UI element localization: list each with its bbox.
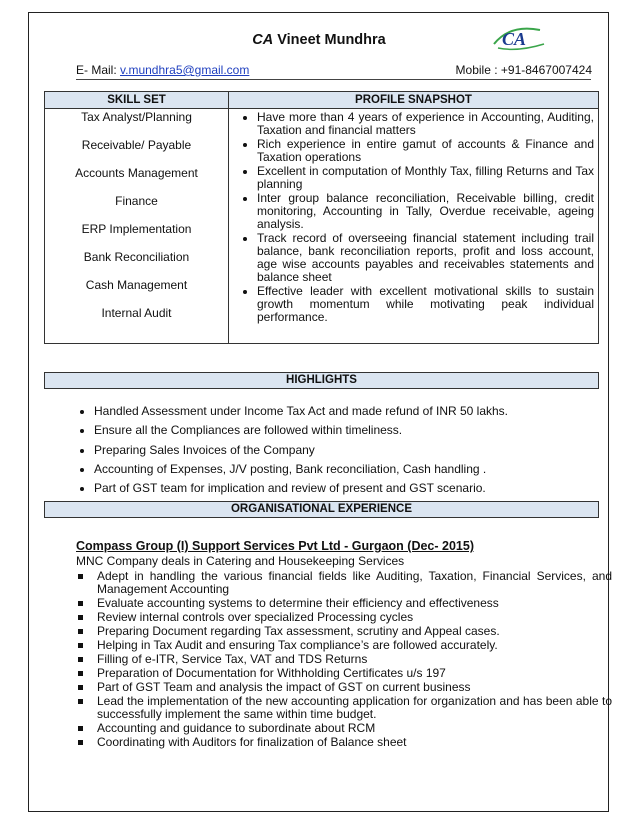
highlights-header: HIGHLIGHTS <box>44 372 599 389</box>
highlight-item: • Part of GST team for implication and review of present and GST scenario. <box>94 481 604 495</box>
profile-item: • Rich experience in entire gamut of accounts & Finance and Taxation operations <box>257 138 594 164</box>
mobile-label: Mobile : <box>455 63 498 77</box>
contact-divider <box>76 79 591 80</box>
highlight-item: • Accounting of Expenses, J/V posting, Bank reconciliation, Cash handling . <box>94 462 604 476</box>
profile-item: • Have more than 4 years of experience in Accounting, Auditing, Taxation and financial matters <box>257 111 594 137</box>
contact-line <box>76 63 592 77</box>
skills-profile-table <box>44 91 599 344</box>
mobile-group <box>456 63 592 77</box>
skill-list <box>45 109 229 344</box>
profile-item: • Inter group balance reconciliation, Receivable billing, credit monitoring, Accounting in Tally, Overdue receivable, ageing analysis. <box>257 192 594 231</box>
skill-set-header: SKILL SET <box>45 92 229 109</box>
skill-item: Internal Audit <box>101 306 172 320</box>
experience-item: Evaluate accounting systems to determine their efficiency and effectiveness <box>97 597 612 610</box>
skill-item: Tax Analyst/Planning <box>81 110 192 124</box>
highlight-item: • Preparing Sales Invoices of the Company <box>94 443 604 457</box>
experience-item: Adept in handling the various financial fields like Auditing, Taxation, Financial Services, and Management Accounting <box>97 569 612 596</box>
experience-item: Part of GST Team and analysis the impact of GST on current business <box>97 681 612 694</box>
experience-list <box>76 570 612 750</box>
experience-item: Lead the implementation of the new accounting application for organization and has been able to successfully implement the same within time budget. <box>97 694 612 721</box>
profile-item: • Effective leader with excellent motivational skills to sustain growth momentum while motivating peak individual performance. <box>257 285 594 324</box>
experience-item: Filling of e-ITR, Service Tax, VAT and TDS Returns <box>97 653 612 666</box>
skill-item: Accounts Management <box>75 166 198 180</box>
logo-text: CA <box>502 29 527 49</box>
experience-item: Preparation of Documentation for Withholding Certificates u/s 197 <box>97 667 612 680</box>
profile-item: • Track record of overseeing financial statement including trail balance, bank reconciliation reports, profit and loss account, age wise accounts payables and receivables statements and balance sheet <box>257 232 594 284</box>
ca-logo-icon <box>490 22 548 54</box>
profile-item: • Excellent in computation of Monthly Tax, filling Returns and Tax planning <box>257 165 594 191</box>
name-text: Vineet Mundhra <box>277 32 386 48</box>
highlight-item: • Ensure all the Compliances are followed within timeliness. <box>94 423 604 437</box>
mobile-number: +91-8467007424 <box>500 63 592 77</box>
email-group <box>76 63 249 77</box>
company-description: MNC Company deals in Catering and Housekeeping Services <box>76 554 405 568</box>
skill-item: ERP Implementation <box>81 222 192 236</box>
experience-item: Helping in Tax Audit and ensuring Tax compliance’s are followed accurately. <box>97 639 612 652</box>
skill-item: Bank Reconciliation <box>83 250 190 264</box>
experience-item: Review internal controls over specialized Processing cycles <box>97 611 612 624</box>
skill-item: Cash Management <box>85 278 188 292</box>
experience-item: Preparing Document regarding Tax assessment, scrutiny and Appeal cases. <box>97 625 612 638</box>
highlight-item: • Handled Assessment under Income Tax Act and made refund of INR 50 lakhs. <box>94 404 604 418</box>
email-link[interactable]: v.mundhra5@gmail.com <box>120 63 250 77</box>
company-title: Compass Group (I) Support Services Pvt Ltd - Gurgaon (Dec- 2015) <box>76 539 474 553</box>
experience-item: Coordinating with Auditors for finalization of Balance sheet <box>97 736 612 749</box>
profile-list <box>229 109 599 344</box>
highlights-list <box>70 404 604 500</box>
experience-header: ORGANISATIONAL EXPERIENCE <box>44 501 599 518</box>
name-prefix: CA <box>252 32 274 48</box>
experience-item: Accounting and guidance to subordinate about RCM <box>97 722 612 735</box>
email-label: E- Mail: <box>76 63 117 77</box>
skill-item: Finance <box>115 194 158 208</box>
profile-snapshot-header: PROFILE SNAPSHOT <box>229 92 599 109</box>
skill-item: Receivable/ Payable <box>81 138 192 152</box>
